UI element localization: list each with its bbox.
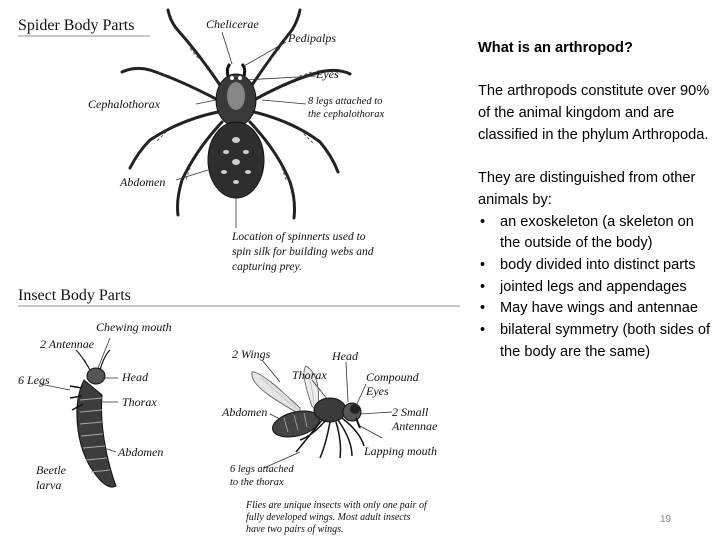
list-item: • body divided into distinct parts: [478, 255, 718, 277]
list-item: • an exoskeleton (a skeleton on the outside of the body): [478, 212, 718, 255]
panel-heading: What is an arthropod?: [478, 40, 633, 56]
label-chewing-mouth: Chewing mouth: [96, 320, 172, 334]
insect-section-title: Insect Body Parts: [18, 287, 131, 304]
label-larva-thorax: Thorax: [122, 395, 157, 409]
label-chelicerae: Chelicerae: [206, 17, 259, 31]
label-fly-abdomen: Abdomen: [222, 405, 268, 419]
label-lapping-mouth: Lapping mouth: [364, 444, 438, 458]
label-cephalothorax: Cephalothorax: [88, 97, 160, 111]
label-beetle-line1: Beetle: [36, 463, 66, 477]
label-spinnerets-line2: spin silk for building webs and: [232, 246, 374, 258]
page-number: 19: [660, 514, 672, 525]
beetle-larva-drawing: [70, 350, 116, 487]
label-6-legs: 6 Legs: [18, 373, 50, 387]
fly-note-line2: fully developed wings. Most adult insects: [246, 512, 411, 523]
label-2-wings: 2 Wings: [232, 347, 271, 361]
label-eyes: Eyes: [316, 67, 339, 81]
arthropod-text-panel: [478, 38, 718, 364]
spider-section-title: Spider Body Parts: [18, 17, 135, 34]
label-fly-thorax: Thorax: [292, 368, 327, 382]
label-spinnerets-line3: capturing prey.: [232, 261, 302, 273]
fly-note-line1: Flies are unique insects with only one pair of: [246, 500, 427, 511]
list-item: • May have wings and antennae: [478, 298, 718, 320]
label-fly-legs-line2: to the thorax: [230, 477, 284, 488]
label-compound-line2: Eyes: [366, 384, 389, 398]
fly-note-line3: have two pairs of wings.: [246, 524, 344, 535]
characteristics-list: [478, 212, 718, 364]
list-item: • jointed legs and appendages: [478, 277, 718, 299]
label-small-antennae-line1: 2 Small: [392, 405, 429, 419]
panel-paragraph-1: The arthropods constitute over 90% of the animal kingdom and are classified in the phylum Arthropoda.: [478, 83, 710, 143]
label-larva-head: Head: [122, 370, 148, 384]
label-2-antennae: 2 Antennae: [40, 337, 95, 351]
label-fly-legs-line1: 6 legs attached: [230, 464, 294, 475]
label-fly-head: Head: [332, 349, 358, 363]
label-spider-legs-line1: 8 legs attached to: [308, 96, 383, 107]
label-pedipalps: Pedipalps: [288, 31, 336, 45]
label-spider-legs-line2: the cephalothorax: [308, 109, 385, 120]
label-small-antennae-line2: Antennae: [392, 419, 438, 433]
list-item: • bilateral symmetry (both sides of the body are the same): [478, 320, 718, 363]
label-beetle-line2: larva: [36, 478, 62, 492]
label-compound-line1: Compound: [366, 370, 419, 384]
label-spinnerets-line1: Location of spinnerts used to: [232, 231, 366, 243]
panel-paragraph-2: They are distinguished from other animals by:: [478, 170, 696, 208]
label-spider-abdomen: Abdomen: [120, 175, 166, 189]
label-larva-abdomen: Abdomen: [118, 445, 164, 459]
